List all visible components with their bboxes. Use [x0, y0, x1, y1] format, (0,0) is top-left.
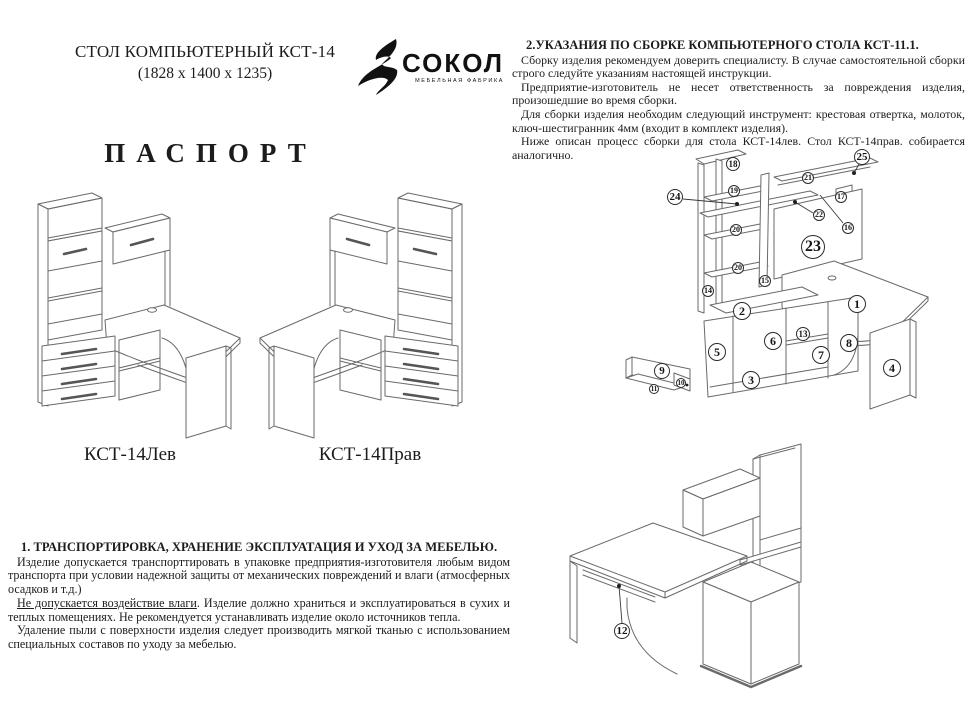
part-number-1: 1: [848, 295, 866, 313]
frame-assembly-diagram: [555, 420, 805, 705]
part-number-24: 24: [667, 189, 683, 205]
section2-heading: 2.УКАЗАНИЯ ПО СБОРКЕ КОМПЬЮТЕРНОГО СТОЛА КСТ-11.1.: [526, 38, 919, 52]
part-number-5: 5: [708, 343, 726, 361]
logo-tagline: МЕБЕЛЬНАЯ ФАБРИКА: [415, 78, 505, 84]
section2-paragraph-1: Сборку изделия рекомендуем доверить специалисту. В случае самостоятельной сборки строго следуйте указаниям настоящей инструкции.: [512, 52, 965, 81]
part-number-13: 13: [796, 327, 810, 341]
document-title: [55, 42, 355, 83]
part-number-8: 8: [840, 334, 858, 352]
part-number-3: 3: [742, 371, 760, 389]
section2-paragraph-2: Предприятие-изготовитель не несет ответственность за повреждения изделия, произошедшие во время сборки.: [512, 79, 965, 108]
part-number-19: 19: [730, 186, 738, 195]
part-number-16: 16: [844, 223, 852, 232]
section2-paragraph-4: Ниже описан процесс сборки для стола КСТ-14лев. Стол КСТ-14прав. собирается аналогично.: [512, 134, 965, 162]
section-assembly-instructions: [512, 39, 965, 162]
section2-paragraph-3: Для сборки изделия необходим следующий инструмент: крестовая отвертка, молоток, ключ-шестигранник 4мм (входит в комплект изделия).: [512, 106, 965, 135]
desk-drawing-kst14lev: [12, 188, 248, 446]
part-number-2: 2: [733, 302, 751, 320]
section-transport-care: [8, 541, 510, 652]
part-number-14: 14: [704, 286, 712, 295]
section1-paragraph-2-rest: . Изделие должно храниться и эксплуатироваться в сухих и теплых помещениях. Не рекомендуется устанавливать изделие около источников тепла.: [8, 595, 510, 624]
part-number-4: 4: [883, 359, 901, 377]
part-number-12: 12: [614, 623, 630, 639]
product-title: СТОЛ КОМПЬЮТЕРНЫЙ КСТ-14: [74, 42, 336, 61]
part-number-9: 9: [654, 363, 670, 379]
underlined-warning: Не допускается воздействие влаги: [17, 595, 197, 610]
part-number-20: 20: [734, 263, 742, 272]
logo-brand: СОКОЛ: [402, 48, 505, 78]
part-number-17: 17: [837, 192, 845, 201]
part-number-7: 7: [812, 346, 830, 364]
part-number-10: 10: [677, 378, 685, 387]
section1-paragraph-1: Изделие допускается транспорттировать в упаковке предприятия-изготовителя любым видом транспорта при условии надежной защиты от механических повреждений и влаги (атмосферных осадков и т.д.): [8, 554, 510, 597]
part-number-21: 21: [804, 173, 812, 182]
product-dimensions: (1828 х 1400 х 1235): [137, 65, 273, 82]
part-number-15: 15: [761, 276, 769, 285]
desk-drawing-kst14prav: [252, 188, 488, 446]
part-number-6: 6: [764, 332, 782, 350]
part-number-25: 25: [854, 149, 870, 165]
part-number-22: 22: [815, 210, 823, 219]
exploded-assembly-diagram: [612, 145, 968, 422]
figure-label-left: КСТ-14Лев: [84, 444, 176, 465]
section1-paragraph-2: [8, 597, 510, 624]
part-number-23: 23: [801, 235, 825, 259]
figure-label-right: КСТ-14Прав: [318, 444, 422, 465]
section1-heading: 1. ТРАНСПОРТИРОВКА, ХРАНЕНИЕ ЭКСПЛУАТАЦИЯ И УХОД ЗА МЕБЕЛЬЮ.: [20, 540, 498, 554]
part-number-20: 20: [732, 225, 740, 234]
logo-text: [402, 50, 504, 84]
falcon-swoosh-icon: [356, 39, 400, 95]
passport-heading: ПАСПОРТ: [104, 138, 317, 168]
part-number-11: 11: [650, 384, 658, 393]
sokol-logo: [356, 38, 506, 96]
section1-paragraph-3: Удаление пыли с поверхности изделия следует производить мягкой тканью с использованием специальных составов по уходу за мебелью.: [8, 623, 510, 651]
part-number-18: 18: [726, 157, 740, 171]
